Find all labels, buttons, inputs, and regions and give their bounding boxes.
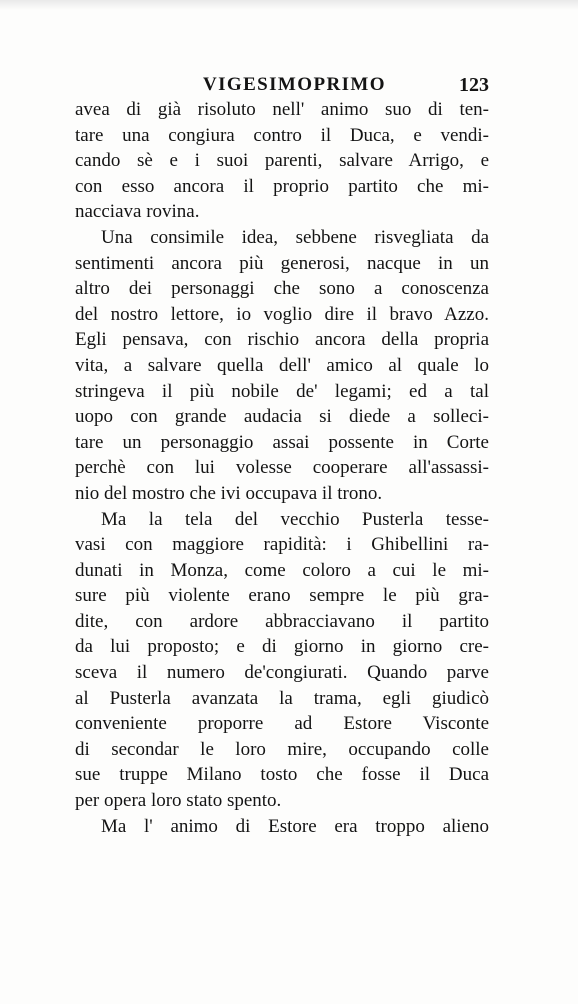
text-line: Egli pensava, con rischio ancora della propria xyxy=(75,329,489,351)
text-line: dunati in Monza, come coloro a cui le mi- xyxy=(75,559,489,581)
text-line: sue truppe Milano tosto che fosse il Duca xyxy=(75,764,489,786)
text-line: avea di già risoluto nell' animo suo di ten- xyxy=(75,99,489,120)
text-line: perchè con lui volesse cooperare all'assassi- xyxy=(75,457,489,479)
text-line: uopo con grande audacia si diede a solleci- xyxy=(75,406,489,428)
text-line: sceva il numero de'congiurati. Quando parve xyxy=(75,662,489,684)
text-line: vita, a salvare quella dell' amico al quale lo xyxy=(75,354,489,376)
text-line: nio del mostro che ivi occupava il trono. xyxy=(75,482,383,504)
text-line: tare una congiura contro il Duca, e vendi- xyxy=(75,124,489,146)
text-line: conveniente proporre ad Estore Visconte xyxy=(75,713,489,735)
text-line: con esso ancora il proprio partito che mi- xyxy=(75,175,489,197)
text-line: sure più violente erano sempre le più gra- xyxy=(75,585,489,607)
body-text xyxy=(75,97,489,839)
text-line: stringeva il più nobile de' legami; ed a tal xyxy=(75,380,489,402)
text-line: nacciava rovina. xyxy=(75,201,200,223)
text-line: Una consimile idea, sebbene risvegliata da xyxy=(101,226,489,248)
text-line: al Pusterla avanzata la trama, egli giudicò xyxy=(75,687,489,709)
text-line: vasi con maggiore rapidità: i Ghibellini ra- xyxy=(75,534,489,556)
running-head xyxy=(75,70,489,100)
text-line: dite, con ardore abbracciavano il partito xyxy=(75,610,489,632)
chapter-title: VIGESIMOPRIMO xyxy=(203,74,386,95)
page-number: 123 xyxy=(459,74,489,96)
text-line: del nostro lettore, io voglio dire il bravo Azzo. xyxy=(75,303,489,325)
text-line: cando sè e i suoi parenti, salvare Arrigo, e xyxy=(75,150,489,172)
text-line: da lui proposto; e di giorno in giorno cre- xyxy=(75,636,489,658)
text-line: Ma l' animo di Estore era troppo alieno xyxy=(101,815,489,837)
text-line: Ma la tela del vecchio Pusterla tesse- xyxy=(101,508,489,530)
text-line: tare un personaggio assai possente in Corte xyxy=(75,431,489,453)
text-line: di secondar le loro mire, occupando colle xyxy=(75,738,489,760)
page-top-edge xyxy=(0,0,578,10)
text-line: sentimenti ancora più generosi, nacque in un xyxy=(75,252,489,274)
text-line: altro dei personaggi che sono a conoscenza xyxy=(75,278,489,300)
text-line: per opera loro stato spento. xyxy=(75,790,282,812)
